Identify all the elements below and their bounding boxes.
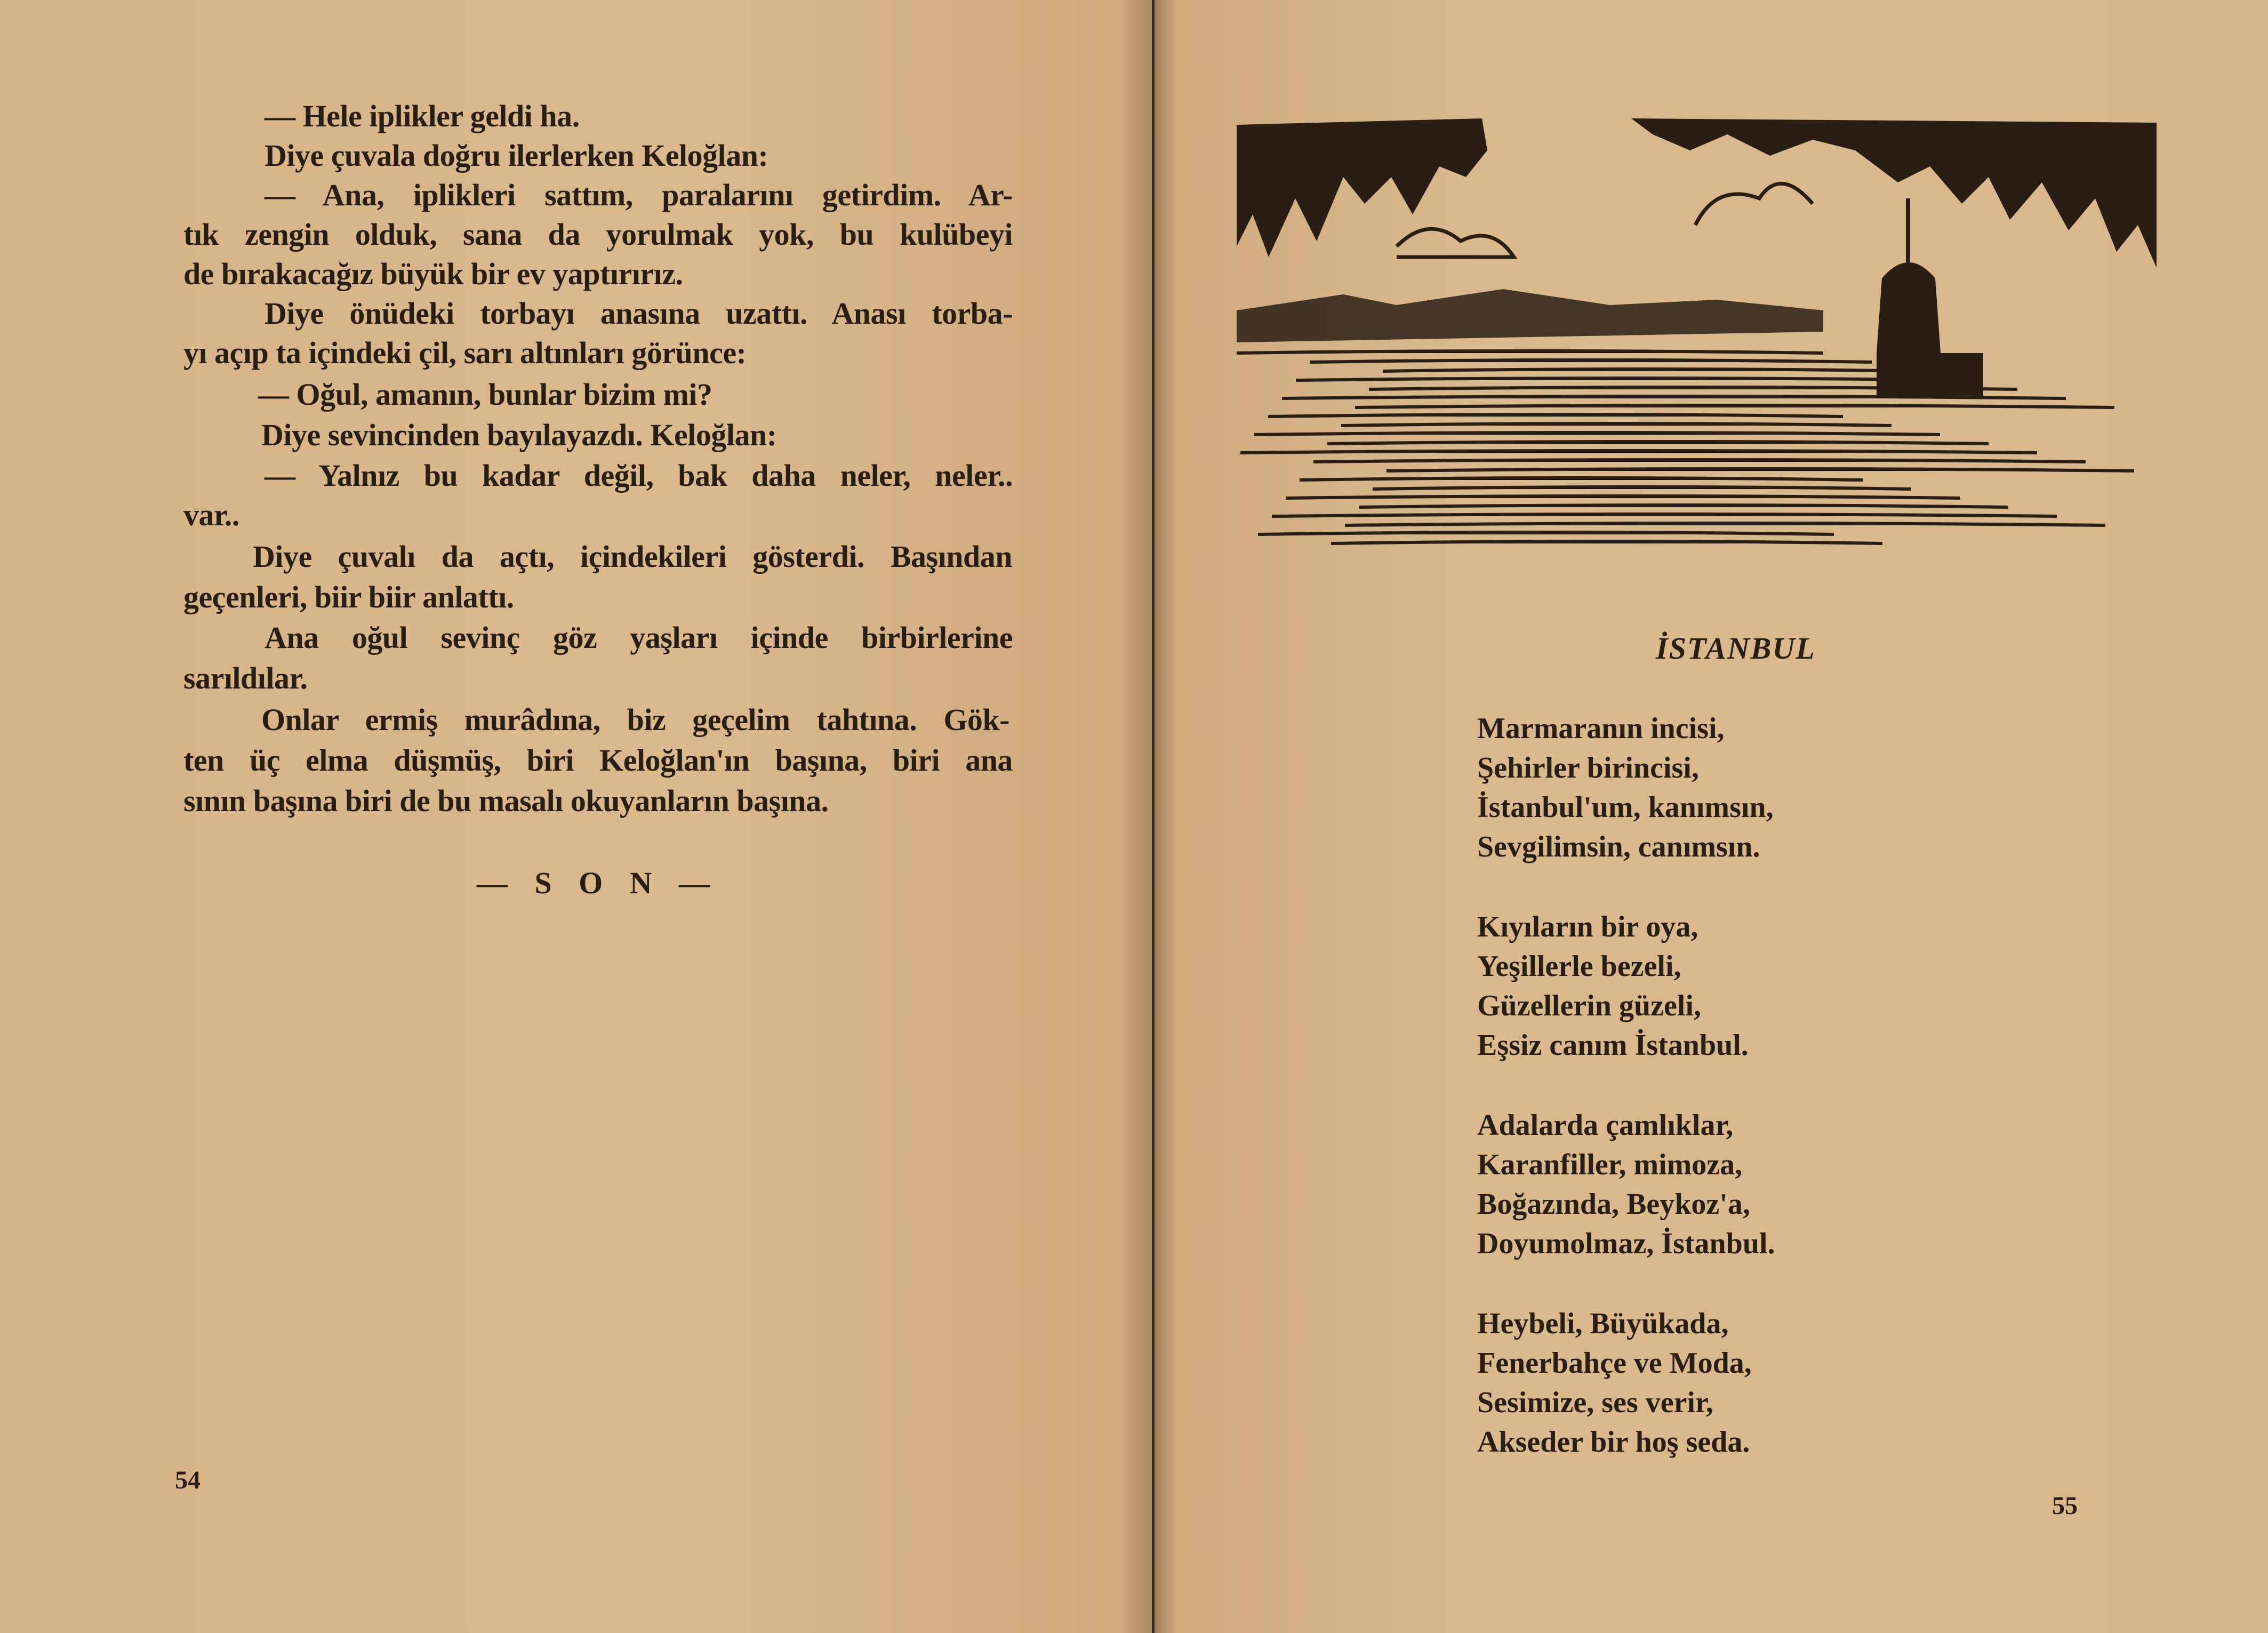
- water-wave: [1254, 433, 1940, 435]
- poem-line: Heybeli, Büyükada,: [1477, 1307, 1729, 1340]
- end-mark: — S O N —: [476, 866, 720, 900]
- poem-line: Eşsiz canım İstanbul.: [1477, 1029, 1749, 1062]
- water-wave: [1282, 396, 2066, 398]
- water-wave: [1286, 496, 1960, 498]
- poem-line: Yeşillerle bezeli,: [1477, 950, 1681, 983]
- water-wave: [1359, 505, 2008, 507]
- text-line: Diye sevincinden bayılayazdı. Keloğlan:: [261, 418, 777, 452]
- water-wave: [1341, 423, 1892, 426]
- water-wave: [1331, 541, 1882, 543]
- water-wave: [1300, 478, 1863, 480]
- text-line: yı açıp ta içindeki çil, sarı altınları görünce:: [183, 335, 747, 370]
- text-line: Diye önüdeki torbayı anasına uzattı. Anası torba-: [265, 296, 1013, 331]
- page-number: 55: [2052, 1492, 2078, 1520]
- water-wave: [1387, 469, 2134, 471]
- water-wave: [1237, 351, 1823, 353]
- text-line: Diye çuvala doğru ilerlerken Keloğlan:: [265, 138, 768, 173]
- water-wave: [1313, 460, 2086, 462]
- water-wave: [1369, 387, 2017, 389]
- poem-line: Kıyıların bir oya,: [1477, 910, 1698, 943]
- poem-line: Adalarda çamlıklar,: [1477, 1109, 1734, 1142]
- poem-line: Marmaranın incisi,: [1477, 712, 1725, 745]
- text-line: var..: [183, 498, 239, 532]
- poem-title: İSTANBUL: [1656, 631, 1816, 666]
- water-wave: [1272, 514, 2057, 516]
- text-line: Diye çuvalı da açtı, içindekileri gösterdi. Başından: [253, 539, 1012, 574]
- text-line: — Oğul, amanın, bunlar bizim mi?: [258, 377, 712, 412]
- text-line: tık zengin olduk, sana da yorulmak yok, bu kulübeyi: [183, 217, 1013, 252]
- poem-line: Güzellerin güzeli,: [1477, 989, 1701, 1022]
- text-line: Onlar ermiş murâdına, biz geçelim tahtına. Gök-: [261, 702, 1009, 737]
- text-line: Ana oğul sevinç göz yaşları içinde birbirlerine: [265, 620, 1013, 655]
- istanbul-illustration: [1237, 118, 2157, 550]
- poem-line: Boğazında, Beykoz'a,: [1477, 1188, 1750, 1221]
- poem-line: Akseder bir hoş seda.: [1477, 1426, 1750, 1459]
- poem-line: Fenerbahçe ve Moda,: [1477, 1347, 1752, 1380]
- text-line: — Yalnız bu kadar değil, bak daha neler, neler..: [265, 458, 1013, 493]
- poem-line: İstanbul'um, kanımsın,: [1477, 791, 1774, 824]
- poem-line: Karanfiller, mimoza,: [1477, 1148, 1743, 1181]
- text-line: — Ana, iplikleri sattım, paralarını getirdim. Ar-: [265, 178, 1013, 212]
- water-wave: [1240, 451, 2037, 453]
- text-line: sının başına biri de bu masalı okuyanların başına.: [183, 783, 829, 818]
- text-line: ten üç elma düşmüş, biri Keloğlan'ın başına, biri ana: [183, 743, 1013, 778]
- water-wave: [1383, 369, 1920, 371]
- water-wave: [1296, 378, 1969, 380]
- text-line: — Hele iplikler geldi ha.: [265, 99, 580, 133]
- text-line: de bırakacağız büyük bir ev yaptırırız.: [183, 257, 683, 291]
- text-line: geçenleri, biir biir anlattı.: [183, 580, 514, 614]
- water-wave: [1268, 414, 1843, 417]
- water-wave: [1373, 487, 1911, 489]
- text-line: sarıldılar.: [183, 661, 308, 695]
- poem-line: Şehirler birincisi,: [1477, 751, 1699, 785]
- poem-line: Doyumolmaz, İstanbul.: [1477, 1227, 1775, 1260]
- poem-line: Sevgilimsin, canımsın.: [1477, 830, 1760, 863]
- water-wave: [1355, 405, 2114, 407]
- water-wave: [1310, 360, 1872, 362]
- right-page: [1155, 0, 2268, 1633]
- page-number: 54: [175, 1466, 201, 1494]
- poem-line: Sesimize, ses verir,: [1477, 1386, 1713, 1419]
- water-wave: [1345, 523, 2105, 525]
- water-wave: [1258, 532, 1834, 534]
- water-wave: [1327, 442, 1989, 444]
